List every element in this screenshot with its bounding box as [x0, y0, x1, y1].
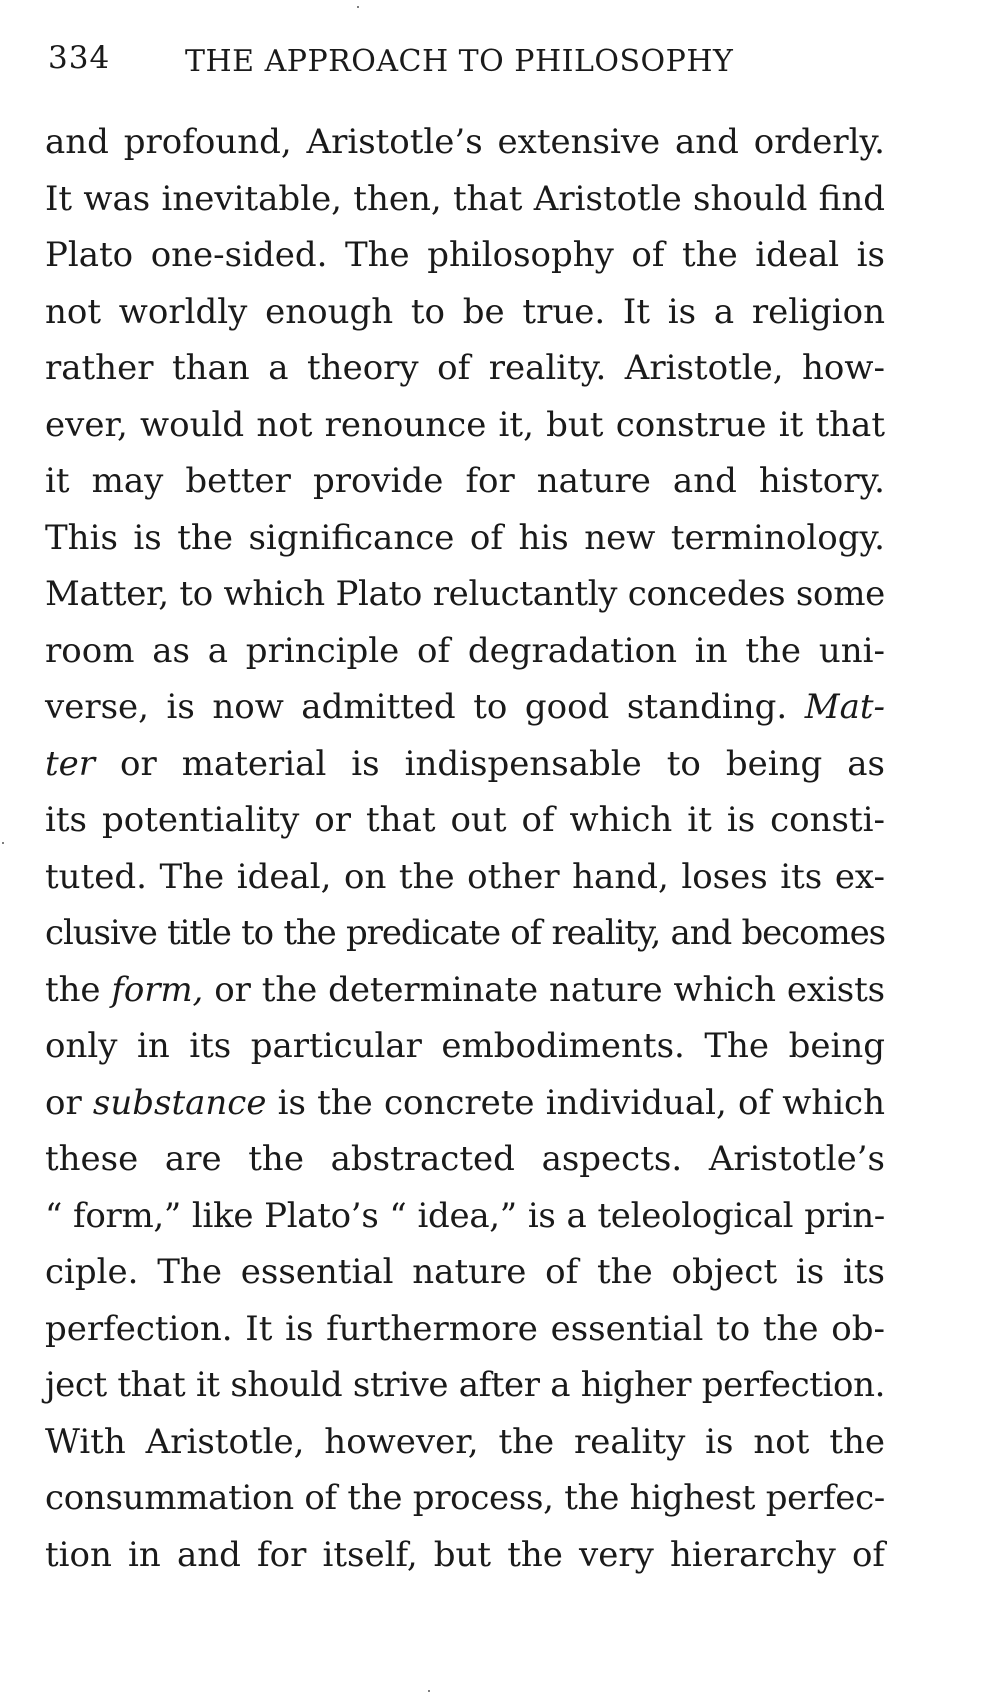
text-line	[45, 1075, 885, 1132]
text-line	[45, 171, 885, 228]
text-segment: its potentiality or that out of which it is consti-	[45, 800, 885, 840]
text-segment: it may better provide for nature and history.	[45, 461, 885, 501]
text-line	[45, 510, 885, 567]
text-segment: “ form,” like Plato’s “ idea,” is a teleological prin-	[45, 1195, 885, 1236]
italic-term: substance	[92, 1082, 267, 1123]
text-line	[45, 1357, 885, 1414]
text-line	[45, 284, 885, 341]
text-line	[45, 962, 885, 1019]
text-segment: consummation of the process, the highest perfec-	[45, 1478, 885, 1518]
text-segment: the	[45, 969, 112, 1010]
page-number: 334	[48, 40, 111, 76]
text-segment: ever, would not renounce it, but construe it that	[45, 404, 885, 445]
text-line	[45, 1188, 885, 1245]
text-segment: or material is indispensable to being as	[95, 743, 885, 784]
text-segment: or	[45, 1082, 93, 1123]
paper-speck	[428, 1690, 430, 1692]
text-segment: ciple. The essential nature of the object is its	[45, 1252, 885, 1292]
italic-term: ter	[45, 743, 96, 784]
text-segment: Matter, to which Plato reluctantly concedes some	[45, 574, 885, 614]
text-line	[45, 566, 885, 623]
text-segment: and profound, Aristotle’s extensive and orderly.	[45, 122, 885, 162]
text-segment: With Aristotle, however, the reality is not the	[45, 1421, 885, 1462]
paper-speck	[2, 842, 4, 844]
text-segment: or the determinate nature which exists	[203, 969, 885, 1010]
text-segment: verse, is now admitted to good standing.	[45, 687, 805, 727]
text-line	[45, 679, 885, 736]
text-line	[45, 397, 885, 454]
text-line	[45, 905, 885, 962]
text-line	[45, 623, 885, 680]
text-segment: room as a principle of degradation in the uni-	[45, 630, 885, 671]
text-segment: not worldly enough to be true. It is a religion	[45, 291, 885, 332]
text-segment: is the concrete individual, of which	[266, 1082, 886, 1123]
text-line	[45, 1414, 885, 1471]
text-segment: these are the abstracted aspects. Aristotle’s	[45, 1139, 885, 1179]
text-line	[45, 792, 885, 849]
page-header	[48, 34, 948, 84]
text-line	[45, 1470, 885, 1527]
text-segment: only in its particular embodiments. The being	[45, 1026, 885, 1066]
text-segment: tuted. The ideal, on the other hand, loses its ex-	[45, 856, 885, 897]
running-head: THE APPROACH TO PHILOSOPHY	[185, 44, 734, 79]
text-segment: ject that it should strive after a higher perfection.	[45, 1365, 885, 1405]
text-line	[45, 227, 885, 284]
text-line	[45, 453, 885, 510]
text-line	[45, 1131, 885, 1188]
text-segment: It was inevitable, then, that Aristotle should find	[45, 178, 885, 219]
text-line	[45, 736, 885, 793]
text-segment: rather than a theory of reality. Aristotle, how-	[45, 348, 885, 388]
text-line	[45, 1301, 885, 1358]
body-paragraph	[45, 114, 885, 1583]
paper-speck	[357, 6, 359, 8]
italic-term: Mat-	[804, 687, 885, 727]
text-line	[45, 849, 885, 906]
text-line	[45, 340, 885, 397]
text-segment: perfection. It is furthermore essential to the ob-	[45, 1308, 885, 1349]
text-segment: clusive title to the predicate of reality, and becomes	[45, 913, 885, 953]
text-line	[45, 114, 885, 171]
text-line	[45, 1527, 885, 1584]
text-segment: tion in and for itself, but the very hierarchy of	[45, 1534, 885, 1575]
text-line	[45, 1018, 885, 1075]
text-line	[45, 1244, 885, 1301]
text-segment: This is the significance of his new terminology.	[45, 517, 885, 558]
text-segment: Plato one-sided. The philosophy of the ideal is	[45, 235, 885, 275]
italic-term: form,	[111, 969, 204, 1010]
